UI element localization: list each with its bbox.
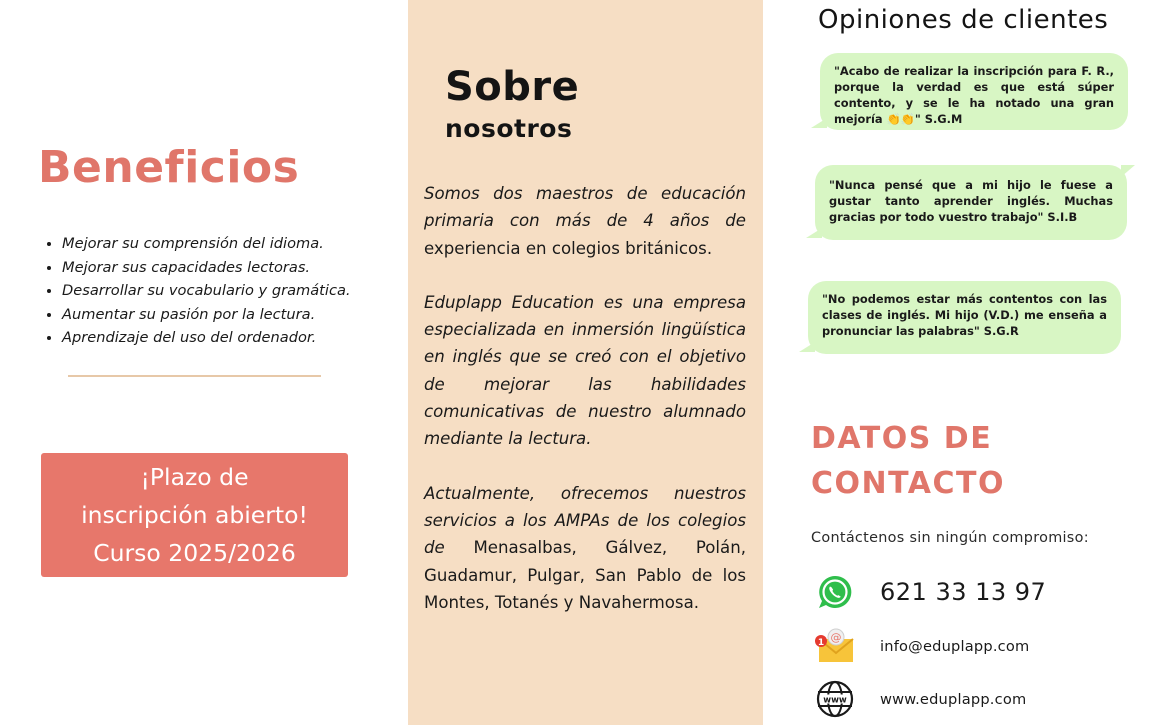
divider bbox=[68, 375, 321, 377]
enrollment-line: Curso 2025/2026 bbox=[93, 539, 296, 567]
list-item: • Aumentar su pasión por la lectura. bbox=[62, 303, 351, 327]
globe-icon bbox=[815, 679, 855, 719]
benefits-panel bbox=[0, 0, 408, 725]
contact-title-line: CONTACTO bbox=[811, 466, 1005, 501]
testimonial-bubble: "Acabo de realizar la inscripción para F. R., porque la verdad es que está súper contento, y se le ha notado una gran mejoría 👏👏" S.G.M bbox=[820, 53, 1128, 130]
benefits-title: Beneficios bbox=[38, 142, 300, 193]
whatsapp-icon bbox=[815, 572, 855, 612]
enrollment-line: inscripción abierto! bbox=[81, 501, 308, 529]
about-text: Menasalbas, Gálvez, Polán, Guadamur, Pulgar, San Pablo de los Montes, Totanés y Navahermosa. bbox=[424, 538, 746, 612]
enrollment-banner bbox=[41, 453, 348, 577]
about-paragraph bbox=[424, 480, 746, 616]
about-title: Sobre bbox=[445, 64, 580, 110]
website-url[interactable]: www.eduplapp.com bbox=[880, 690, 1027, 708]
about-text: Actualmente, ofrecemos nuestros servicios a los AMPAs de los colegios bbox=[424, 483, 746, 530]
contact-title-line: DATOS DE bbox=[811, 421, 993, 456]
list-item: • Aprendizaje del uso del ordenador. bbox=[62, 326, 351, 350]
about-paragraph: Eduplapp Education es una empresa especializada en inmersión lingüística en inglés que se creó con el objetivo de mejorar las habilidades comunicativas de nuestro alumnado mediante la lectura. bbox=[424, 292, 746, 449]
testimonial-bubble: "Nunca pensé que a mi hijo le fuese a gustar tanto aprender inglés. Muchas gracias por todo vuestro trabajo" S.I.B bbox=[815, 165, 1127, 240]
about-panel bbox=[408, 0, 763, 725]
email-row[interactable] bbox=[815, 626, 1029, 666]
about-text: de bbox=[424, 538, 445, 558]
reviews-contact-panel bbox=[763, 0, 1170, 725]
about-subtitle: nosotros bbox=[445, 114, 573, 143]
about-body bbox=[424, 180, 746, 643]
phone-number: 621 33 13 97 bbox=[880, 578, 1047, 606]
contact-subtitle: Contáctenos sin ningún compromiso: bbox=[811, 530, 1089, 546]
email-address[interactable]: info@eduplapp.com bbox=[880, 637, 1030, 655]
phone-row[interactable] bbox=[815, 572, 1046, 612]
benefits-list bbox=[42, 232, 351, 350]
testimonials-title: Opiniones de clientes bbox=[818, 5, 1109, 35]
svg-text:@: @ bbox=[830, 631, 842, 644]
list-item: • Mejorar su comprensión del idioma. bbox=[62, 232, 351, 256]
about-text: Somos dos maestros de educación primaria con más de 4 años de bbox=[424, 184, 746, 231]
mail-icon bbox=[815, 626, 855, 666]
www-label: www bbox=[823, 695, 847, 706]
mail-badge-count: 1 bbox=[817, 638, 825, 648]
list-item: • Desarrollar su vocabulario y gramática. bbox=[62, 279, 351, 303]
enrollment-line: ¡Plazo de bbox=[140, 463, 249, 491]
testimonial-bubble: "No podemos estar más contentos con las clases de inglés. Mi hijo (V.D.) me enseña a pronunciar las palabras" S.G.R bbox=[808, 281, 1121, 354]
about-text: experiencia en colegios británicos. bbox=[424, 238, 713, 258]
contact-title bbox=[811, 416, 1005, 506]
about-paragraph bbox=[424, 180, 746, 262]
list-item: • Mejorar sus capacidades lectoras. bbox=[62, 256, 351, 280]
website-row[interactable] bbox=[815, 679, 1026, 719]
